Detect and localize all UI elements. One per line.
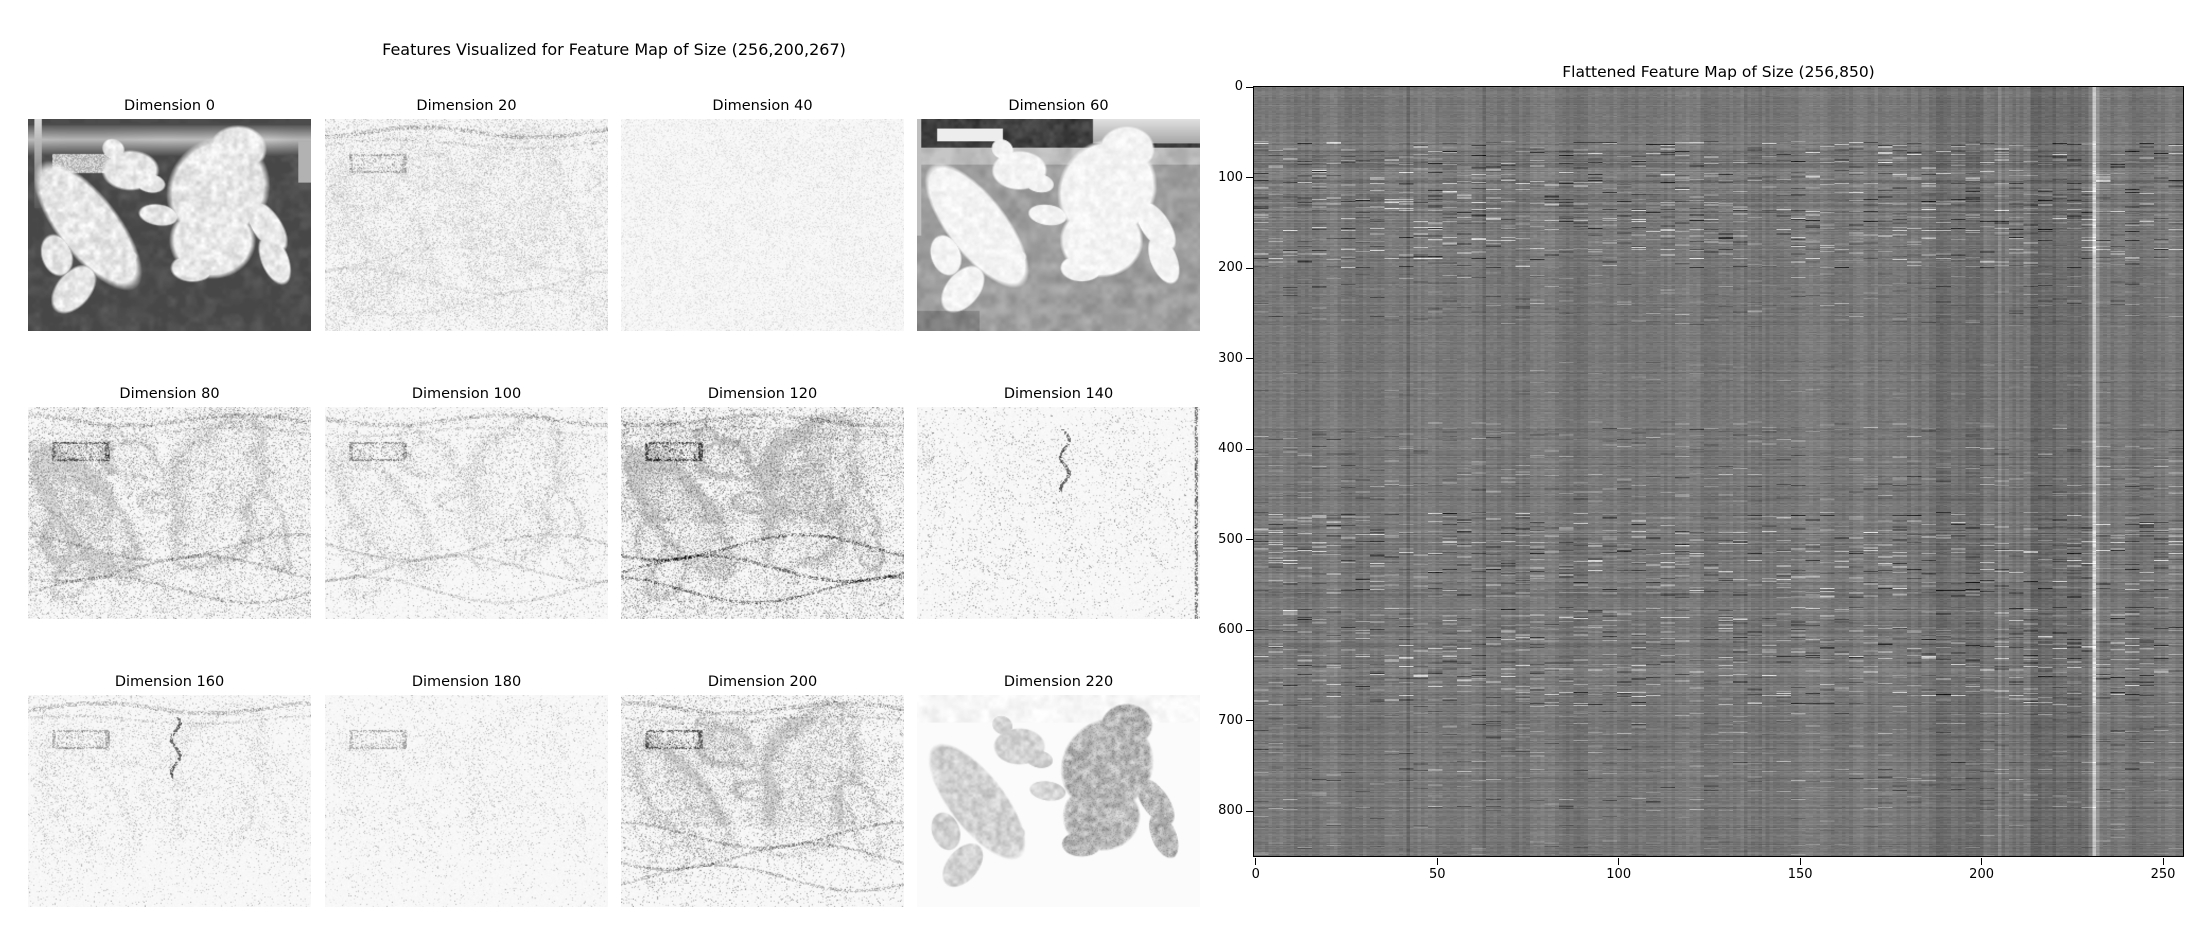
feature-subplot — [621, 385, 904, 619]
feature-image — [28, 407, 311, 619]
x-tick-mark — [2163, 858, 2164, 865]
feature-image — [325, 407, 608, 619]
feature-subplot — [325, 97, 608, 331]
subplot-title: Dimension 0 — [124, 98, 215, 114]
feature-subplot — [325, 385, 608, 619]
x-tick-mark — [1437, 858, 1438, 865]
feature-subplot — [28, 97, 311, 331]
feature-image — [28, 119, 311, 331]
feature-image — [621, 119, 904, 331]
y-tick-mark — [1246, 268, 1253, 269]
y-tick-label: 800 — [1218, 803, 1243, 819]
feature-image — [28, 695, 311, 907]
subplot-title: Dimension 20 — [416, 98, 517, 114]
y-tick-mark — [1246, 630, 1253, 631]
heatmap-panel — [1253, 86, 2184, 857]
feature-subplot — [917, 385, 1200, 619]
feature-subplot — [621, 97, 904, 331]
subplot-title: Dimension 100 — [411, 386, 522, 402]
x-tick-mark — [1618, 858, 1619, 865]
feature-subplot — [621, 673, 904, 907]
feature-image — [917, 407, 1200, 619]
feature-subplot — [917, 673, 1200, 907]
subplot-title: Dimension 120 — [707, 386, 818, 402]
x-tick-label: 100 — [1606, 867, 1632, 882]
feature-subplot — [325, 673, 608, 907]
y-tick-mark — [1246, 177, 1253, 178]
y-tick-mark — [1246, 358, 1253, 359]
feature-image — [325, 695, 608, 907]
subplot-title: Dimension 180 — [411, 674, 522, 690]
y-tick-mark — [1246, 720, 1253, 721]
x-tick-mark — [1981, 858, 1982, 865]
y-tick-label: 500 — [1218, 531, 1243, 547]
y-tick-mark — [1246, 87, 1253, 88]
y-tick-label: 100 — [1218, 169, 1243, 185]
y-tick-mark — [1246, 811, 1253, 812]
subplot-title: Dimension 140 — [1003, 386, 1114, 402]
feature-image — [917, 695, 1200, 907]
subplot-title: Dimension 80 — [119, 386, 220, 402]
y-tick-label: 300 — [1218, 350, 1243, 366]
x-tick-label: 0 — [1251, 867, 1260, 882]
y-tick-mark — [1246, 539, 1253, 540]
subplot-title: Dimension 160 — [114, 674, 225, 690]
feature-image — [325, 119, 608, 331]
feature-image — [621, 695, 904, 907]
x-tick-label: 200 — [1969, 867, 1994, 882]
y-tick-label: 700 — [1218, 712, 1243, 728]
heatmap-title: Flattened Feature Map of Size (256,850) — [1562, 63, 1875, 81]
y-tick-label: 0 — [1234, 79, 1243, 95]
x-tick-label: 250 — [2150, 867, 2176, 882]
subplot-title: Dimension 220 — [1003, 674, 1114, 690]
feature-subplot — [28, 673, 311, 907]
subplot-title: Dimension 40 — [712, 98, 813, 114]
x-tick-mark — [1255, 858, 1256, 865]
y-tick-label: 200 — [1218, 260, 1243, 276]
feature-image — [621, 407, 904, 619]
left-grid-suptitle: Features Visualized for Feature Map of Size (256,200,267) — [382, 40, 846, 59]
subplot-title: Dimension 200 — [707, 674, 818, 690]
feature-image — [917, 119, 1200, 331]
x-tick-label: 50 — [1428, 867, 1446, 882]
y-tick-label: 600 — [1218, 622, 1243, 638]
y-tick-mark — [1246, 449, 1253, 450]
feature-subplot — [28, 385, 311, 619]
subplot-title: Dimension 60 — [1008, 98, 1109, 114]
feature-subplot — [917, 97, 1200, 331]
x-tick-label: 150 — [1787, 867, 1813, 882]
x-tick-mark — [1800, 858, 1801, 865]
heatmap-image — [1254, 87, 2183, 856]
y-tick-label: 400 — [1218, 441, 1243, 457]
